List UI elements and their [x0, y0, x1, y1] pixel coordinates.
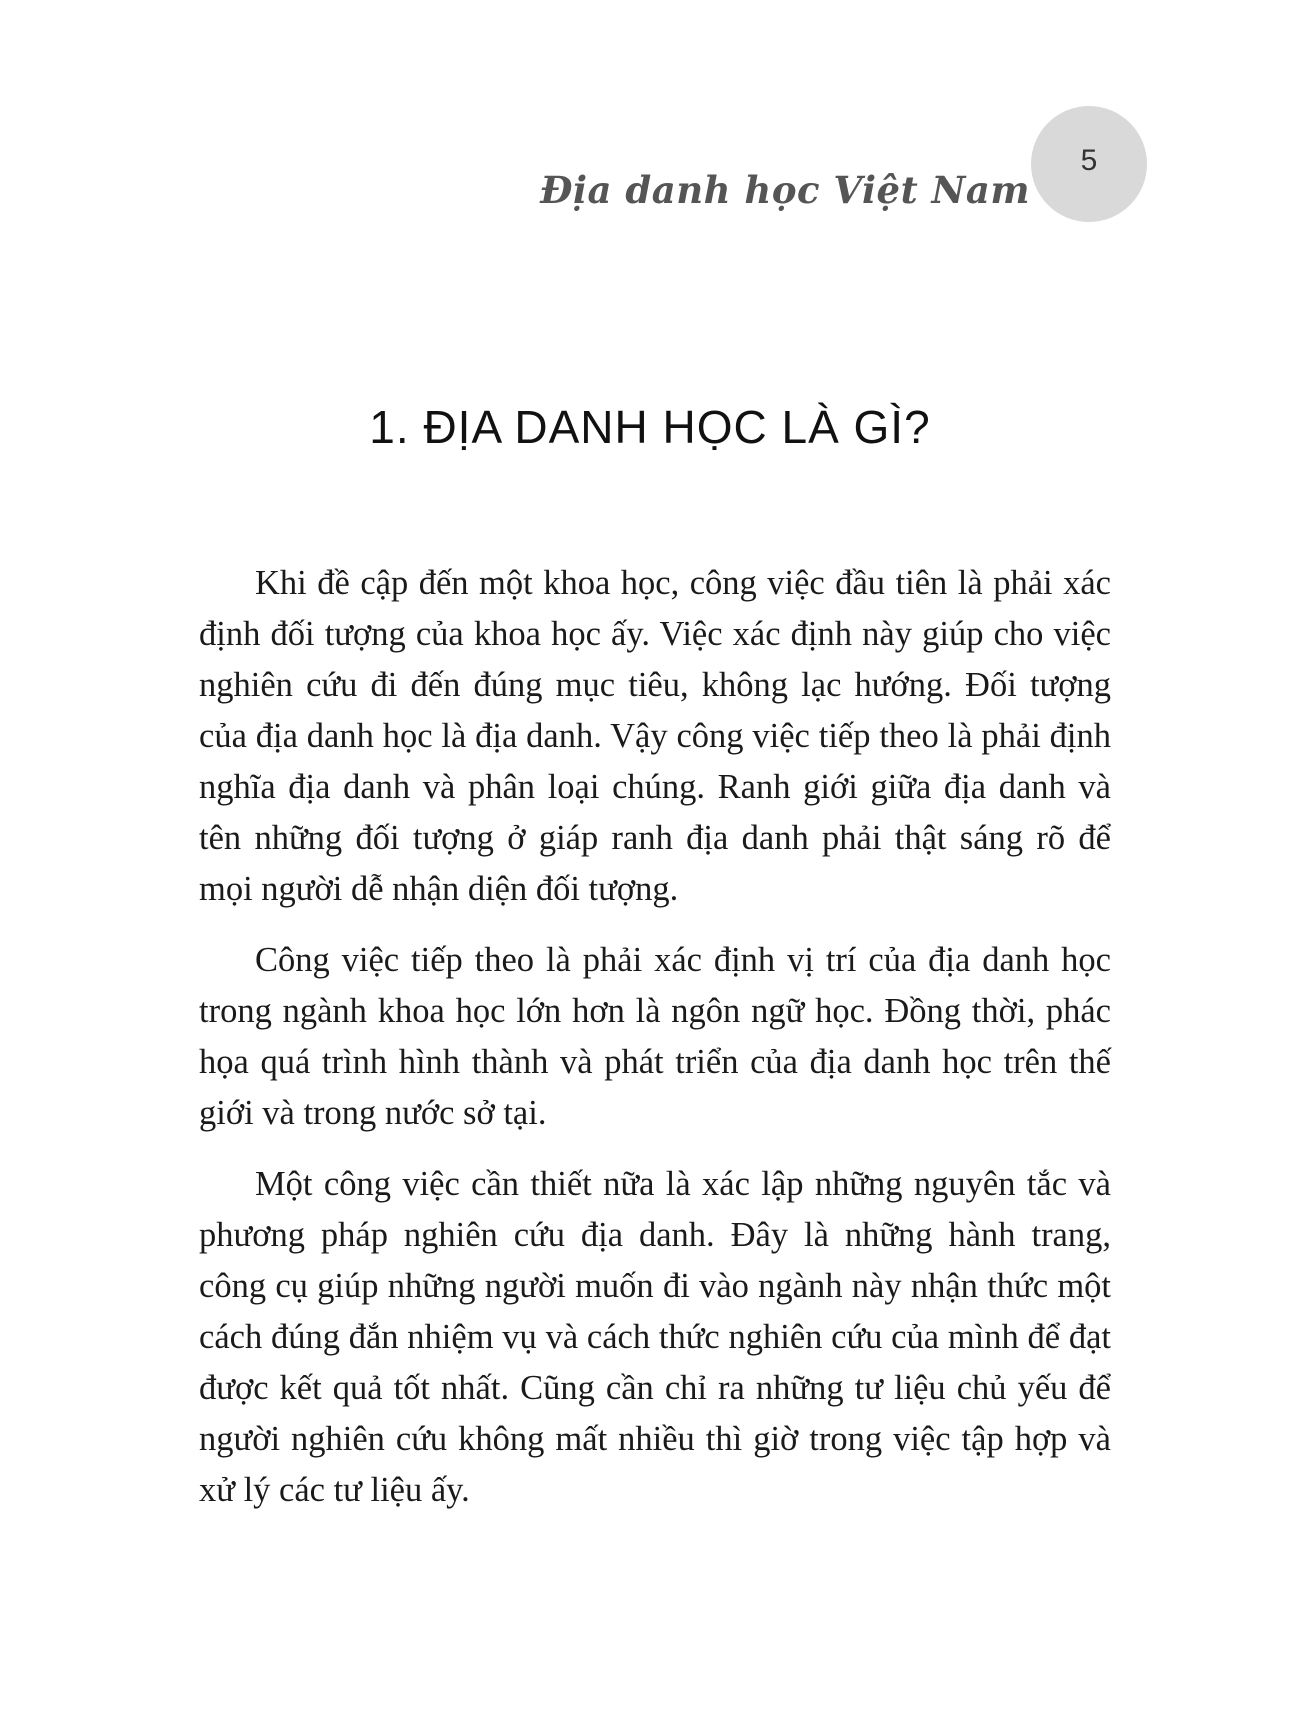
page-number-badge [1031, 106, 1147, 222]
chapter-title: 1. ĐỊA DANH HỌC LÀ GÌ? [369, 401, 931, 453]
body-text [199, 558, 1111, 1536]
paragraph-2: Công việc tiếp theo là phải xác định vị trí của địa danh học trong ngành khoa học lớn hơn là ngôn ngữ học. Đồng thời, phác họa quá trình hình thành và phát triển của địa danh học trên thế giới và trong nước sở tại. [199, 941, 1111, 1132]
page-number: 5 [1080, 144, 1098, 177]
paragraph-1: Khi đề cập đến một khoa học, công việc đầu tiên là phải xác định đối tượng của khoa học ấy. Việc xác định này giúp cho việc nghiên cứu đi đến đúng mục tiêu, không lạc hướng. Đối tượng của địa danh học là địa danh. Vậy công việc tiếp theo là phải định nghĩa địa danh và phân loại chúng. Ranh giới giữa địa danh và tên những đối tượng ở giáp ranh địa danh phải thật sáng rõ để mọi người dễ nhận diện đối tượng. [199, 564, 1111, 908]
running-header-title: Địa danh học Việt Nam [540, 168, 1030, 212]
paragraph-3: Một công việc cần thiết nữa là xác lập những nguyên tắc và phương pháp nghiên cứu địa danh. Đây là những hành trang, công cụ giúp những người muốn đi vào ngành này nhận thức một cách đúng đắn nhiệm vụ và cách thức nghiên cứu của mình để đạt được kết quả tốt nhất. Cũng cần chỉ ra những tư liệu chủ yếu để người nghiên cứu không mất nhiều thì giờ trong việc tập hợp và xử lý các tư liệu ấy. [199, 1165, 1111, 1509]
